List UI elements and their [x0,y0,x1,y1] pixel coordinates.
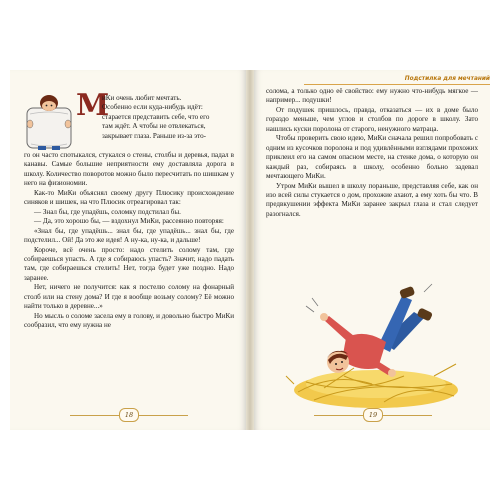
intro-line: Особенно если куда-нибудь идёт: [102,103,203,112]
page-number-rule [139,415,188,416]
paragraph: Нет, ничего не получится: как я постелю солому на фонарный столб или на стену дома? И где я вообще возьму солому? Её можно найти только в деревне...» [24,283,234,311]
intro-line: старается представить себе, что его [102,112,210,121]
book-spread [10,70,490,430]
paragraph: солома, а только одно её свойство: ему нужно что-нибудь мягкое — например... подушки! [266,87,478,105]
intro-line: закрывает глаза. Раньше из-за это- [102,131,207,140]
book-gutter [246,70,254,430]
intro-line: там ждёт. А чтобы не отвлекаться, [102,122,206,131]
left-page-text [24,88,234,331]
boy-with-pillow-illustration [24,94,74,150]
running-head: Подстилка для мечтаний [304,76,490,85]
page-number: 18 [119,408,139,422]
paragraph: «Знал бы, где упадёшь... знал бы, где упадёшь... знал бы, где подстелил... Ой! Да это же идея! А ну-ка, ну-ка, и дальше! [24,226,234,245]
page-number-rule [383,415,432,416]
page-number-rule [70,415,119,416]
intro-lines [102,94,234,141]
intro-line: иКи очень любит мечтать. [102,94,182,102]
paragraph: Как-то МиКи объяснял своему другу Плюсику происхождение синяков и шишек, на что Плюсик отреагировал так: [24,188,234,207]
paragraph: Чтобы проверить свою идею, МиКи сначала решил попробовать с одним из кусочков поролона и под удивлёнными взглядами прохожих приклеил его на самом опасном месте, на стенке дома, о которую он каждый раз, собираясь в школу, особенно больно задевал мечтающего МиКи. [266,134,478,181]
drop-cap: М [76,88,110,123]
paragraph: — Да, это хорошо бы, — вздохнул МиКи, рассеянно повторяя: [34,217,224,226]
paragraph: го он часто спотыкался, стукался о стены, столбы и деревья, падал в канавы. Самые большие неприятности ему доставляла дорога в школу. Количество поворотов можно было пересчитать по шишкам у него на физиономии. [24,151,234,188]
paragraph: Но мысль о соломе засела ему в голову, и довольно быстро МиКи сообразил, что ему нужна не [24,311,234,330]
page-number-rule [314,415,363,416]
paragraph: От подушек пришлось, правда, отказаться — их в доме было гораздо меньше, чем углов и столбов по дороге в школу. Зато нашлись куски поролона от старого, ненужного матраца. [266,105,478,133]
page-number: 19 [363,408,383,422]
paragraph: — Знал бы, где упадёшь, соломку подстилал бы. [34,207,181,216]
paragraph: Утром МиКи вышел в школу пораньше, представляя себе, как он изо всей силы стукается о дом, прохожие ахают, а ему хоть бы что. В предвкушении эффекта МиКи заранее закрыл глаза и стал следует разогнался. [266,181,478,218]
left-page [10,70,246,430]
intro-block [24,88,234,151]
right-page [254,70,490,430]
boy-falling-on-straw-illustration [284,272,460,412]
paragraph: Короче, всё очень просто: надо стелить солому там, где собираешься упасть. А где я собираюсь упасть? Значит, надо падать там, где собираешься стелить! Нет, тогда будет уже поздно. Надо заранее. [24,245,234,282]
right-page-text [266,87,478,219]
